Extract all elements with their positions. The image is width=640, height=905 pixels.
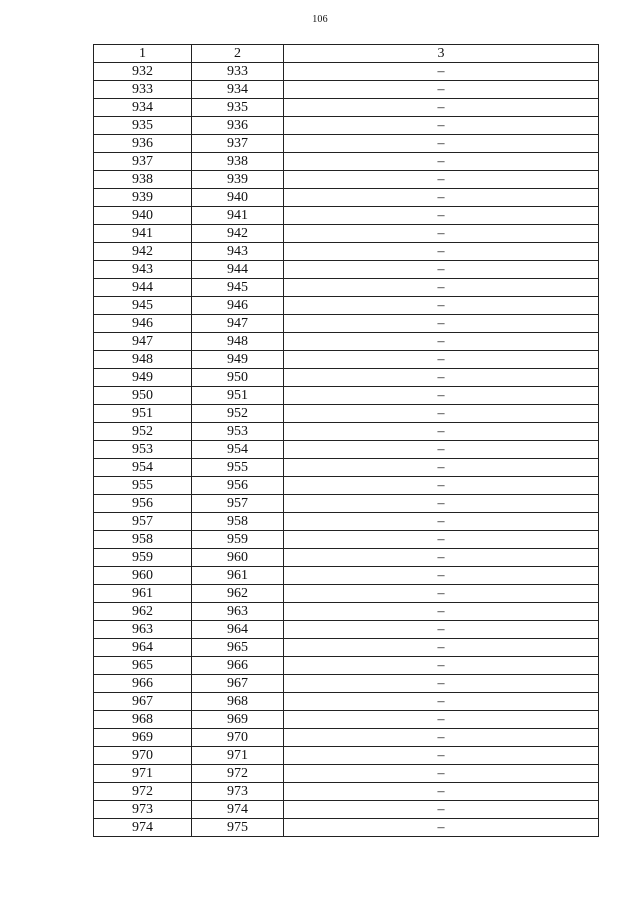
table-cell-col2: 937 bbox=[192, 135, 284, 153]
table-cell-col3: – bbox=[284, 693, 599, 711]
table-row bbox=[94, 207, 599, 225]
table-cell-col1: 955 bbox=[94, 477, 192, 495]
table-row bbox=[94, 585, 599, 603]
table-cell-col1: 941 bbox=[94, 225, 192, 243]
table-cell-col3: – bbox=[284, 567, 599, 585]
table-cell-col3: – bbox=[284, 675, 599, 693]
table-row bbox=[94, 117, 599, 135]
table-cell-col2: 952 bbox=[192, 405, 284, 423]
table-row bbox=[94, 279, 599, 297]
table-cell-col2: 944 bbox=[192, 261, 284, 279]
table-body bbox=[94, 63, 599, 837]
table-row bbox=[94, 747, 599, 765]
table-cell-col1: 938 bbox=[94, 171, 192, 189]
table-row bbox=[94, 657, 599, 675]
data-table bbox=[93, 44, 599, 837]
table-cell-col1: 974 bbox=[94, 819, 192, 837]
table-row bbox=[94, 99, 599, 117]
table-cell-col1: 939 bbox=[94, 189, 192, 207]
table-cell-col3: – bbox=[284, 369, 599, 387]
table-cell-col2: 955 bbox=[192, 459, 284, 477]
table-cell-col1: 933 bbox=[94, 81, 192, 99]
table-cell-col1: 932 bbox=[94, 63, 192, 81]
table-cell-col1: 959 bbox=[94, 549, 192, 567]
table-cell-col2: 948 bbox=[192, 333, 284, 351]
table-cell-col3: – bbox=[284, 657, 599, 675]
table-cell-col3: – bbox=[284, 801, 599, 819]
table-cell-col2: 933 bbox=[192, 63, 284, 81]
table-row bbox=[94, 387, 599, 405]
table-cell-col3: – bbox=[284, 549, 599, 567]
table-cell-col3: – bbox=[284, 225, 599, 243]
table-cell-col1: 964 bbox=[94, 639, 192, 657]
table-cell-col3: – bbox=[284, 135, 599, 153]
table-cell-col3: – bbox=[284, 279, 599, 297]
table-cell-col1: 962 bbox=[94, 603, 192, 621]
table-cell-col1: 957 bbox=[94, 513, 192, 531]
table-row bbox=[94, 261, 599, 279]
table-cell-col3: – bbox=[284, 189, 599, 207]
table-cell-col2: 942 bbox=[192, 225, 284, 243]
table-row bbox=[94, 783, 599, 801]
table-cell-col3: – bbox=[284, 747, 599, 765]
table-cell-col3: – bbox=[284, 819, 599, 837]
table-cell-col2: 935 bbox=[192, 99, 284, 117]
table-row bbox=[94, 63, 599, 81]
table-cell-col3: – bbox=[284, 207, 599, 225]
table-cell-col3: – bbox=[284, 531, 599, 549]
table-row bbox=[94, 135, 599, 153]
table-cell-col2: 960 bbox=[192, 549, 284, 567]
table-cell-col2: 971 bbox=[192, 747, 284, 765]
table-cell-col2: 962 bbox=[192, 585, 284, 603]
table-cell-col2: 950 bbox=[192, 369, 284, 387]
table-cell-col3: – bbox=[284, 441, 599, 459]
table-cell-col2: 941 bbox=[192, 207, 284, 225]
table-row bbox=[94, 351, 599, 369]
table-cell-col2: 936 bbox=[192, 117, 284, 135]
table-cell-col1: 945 bbox=[94, 297, 192, 315]
table-cell-col2: 966 bbox=[192, 657, 284, 675]
table-cell-col1: 951 bbox=[94, 405, 192, 423]
table-cell-col1: 953 bbox=[94, 441, 192, 459]
table-row bbox=[94, 441, 599, 459]
table-cell-col1: 966 bbox=[94, 675, 192, 693]
table-cell-col2: 954 bbox=[192, 441, 284, 459]
table-row bbox=[94, 801, 599, 819]
table-cell-col1: 936 bbox=[94, 135, 192, 153]
table-row bbox=[94, 369, 599, 387]
table-row bbox=[94, 675, 599, 693]
table-cell-col3: – bbox=[284, 261, 599, 279]
table-cell-col3: – bbox=[284, 729, 599, 747]
table-row bbox=[94, 297, 599, 315]
table-cell-col2: 957 bbox=[192, 495, 284, 513]
table-cell-col1: 954 bbox=[94, 459, 192, 477]
table-row bbox=[94, 81, 599, 99]
table-row bbox=[94, 171, 599, 189]
table-cell-col2: 961 bbox=[192, 567, 284, 585]
table-cell-col1: 972 bbox=[94, 783, 192, 801]
table-row bbox=[94, 423, 599, 441]
table-cell-col2: 969 bbox=[192, 711, 284, 729]
table-row bbox=[94, 333, 599, 351]
table-cell-col2: 953 bbox=[192, 423, 284, 441]
table-cell-col1: 963 bbox=[94, 621, 192, 639]
table-cell-col3: – bbox=[284, 99, 599, 117]
table-cell-col1: 956 bbox=[94, 495, 192, 513]
table-cell-col1: 947 bbox=[94, 333, 192, 351]
table-row bbox=[94, 405, 599, 423]
table-cell-col1: 948 bbox=[94, 351, 192, 369]
table-cell-col3: – bbox=[284, 315, 599, 333]
table-cell-col3: – bbox=[284, 477, 599, 495]
table-cell-col1: 970 bbox=[94, 747, 192, 765]
table-row bbox=[94, 549, 599, 567]
table-cell-col3: – bbox=[284, 495, 599, 513]
table-cell-col1: 965 bbox=[94, 657, 192, 675]
table-cell-col2: 939 bbox=[192, 171, 284, 189]
table-cell-col1: 935 bbox=[94, 117, 192, 135]
table-cell-col2: 956 bbox=[192, 477, 284, 495]
table-cell-col3: – bbox=[284, 783, 599, 801]
table-row bbox=[94, 513, 599, 531]
table-cell-col3: – bbox=[284, 81, 599, 99]
table-cell-col3: – bbox=[284, 153, 599, 171]
table-cell-col1: 950 bbox=[94, 387, 192, 405]
table-row bbox=[94, 531, 599, 549]
table-row bbox=[94, 567, 599, 585]
table-cell-col3: – bbox=[284, 603, 599, 621]
table-header bbox=[94, 45, 599, 63]
table-cell-col2: 940 bbox=[192, 189, 284, 207]
table-row bbox=[94, 765, 599, 783]
table-cell-col1: 942 bbox=[94, 243, 192, 261]
table-row bbox=[94, 495, 599, 513]
table-row bbox=[94, 729, 599, 747]
table-cell-col3: – bbox=[284, 333, 599, 351]
table-row bbox=[94, 243, 599, 261]
table-cell-col1: 973 bbox=[94, 801, 192, 819]
table-row bbox=[94, 153, 599, 171]
table-cell-col3: – bbox=[284, 351, 599, 369]
table-cell-col1: 968 bbox=[94, 711, 192, 729]
table-cell-col3: – bbox=[284, 117, 599, 135]
table-cell-col2: 959 bbox=[192, 531, 284, 549]
table-cell-col3: – bbox=[284, 387, 599, 405]
table-cell-col2: 963 bbox=[192, 603, 284, 621]
table-cell-col1: 949 bbox=[94, 369, 192, 387]
table-cell-col2: 945 bbox=[192, 279, 284, 297]
table-row bbox=[94, 819, 599, 837]
table-row bbox=[94, 189, 599, 207]
table-cell-col2: 967 bbox=[192, 675, 284, 693]
table-cell-col3: – bbox=[284, 513, 599, 531]
table-cell-col2: 964 bbox=[192, 621, 284, 639]
table-cell-col3: – bbox=[284, 459, 599, 477]
table-cell-col3: – bbox=[284, 405, 599, 423]
table-cell-col2: 938 bbox=[192, 153, 284, 171]
table-cell-col2: 965 bbox=[192, 639, 284, 657]
table-cell-col1: 971 bbox=[94, 765, 192, 783]
table-row bbox=[94, 477, 599, 495]
table-cell-col2: 943 bbox=[192, 243, 284, 261]
table-cell-col3: – bbox=[284, 171, 599, 189]
table-cell-col2: 949 bbox=[192, 351, 284, 369]
table-cell-col1: 937 bbox=[94, 153, 192, 171]
table-cell-col2: 970 bbox=[192, 729, 284, 747]
table-row bbox=[94, 621, 599, 639]
table-cell-col3: – bbox=[284, 621, 599, 639]
table-cell-col1: 934 bbox=[94, 99, 192, 117]
table-cell-col1: 960 bbox=[94, 567, 192, 585]
column-header-2: 2 bbox=[192, 45, 284, 63]
table-row bbox=[94, 693, 599, 711]
table-row bbox=[94, 225, 599, 243]
table-cell-col2: 973 bbox=[192, 783, 284, 801]
column-header-3: 3 bbox=[284, 45, 599, 63]
table-cell-col1: 958 bbox=[94, 531, 192, 549]
table-cell-col3: – bbox=[284, 423, 599, 441]
column-header-1: 1 bbox=[94, 45, 192, 63]
table-cell-col3: – bbox=[284, 585, 599, 603]
table-cell-col3: – bbox=[284, 243, 599, 261]
page-number: 106 bbox=[312, 14, 328, 25]
table-cell-col1: 967 bbox=[94, 693, 192, 711]
table-cell-col1: 940 bbox=[94, 207, 192, 225]
table-cell-col2: 975 bbox=[192, 819, 284, 837]
table-row bbox=[94, 315, 599, 333]
table-cell-col2: 934 bbox=[192, 81, 284, 99]
table-cell-col2: 946 bbox=[192, 297, 284, 315]
table-cell-col1: 969 bbox=[94, 729, 192, 747]
table-cell-col2: 972 bbox=[192, 765, 284, 783]
table-cell-col3: – bbox=[284, 63, 599, 81]
table-cell-col2: 951 bbox=[192, 387, 284, 405]
table-cell-col3: – bbox=[284, 639, 599, 657]
table-row bbox=[94, 639, 599, 657]
table-header-row bbox=[94, 45, 599, 63]
table-cell-col1: 952 bbox=[94, 423, 192, 441]
table-cell-col1: 946 bbox=[94, 315, 192, 333]
table-row bbox=[94, 459, 599, 477]
table-cell-col1: 961 bbox=[94, 585, 192, 603]
table-cell-col1: 943 bbox=[94, 261, 192, 279]
table-cell-col3: – bbox=[284, 297, 599, 315]
table-cell-col2: 958 bbox=[192, 513, 284, 531]
table-cell-col3: – bbox=[284, 711, 599, 729]
table-cell-col2: 974 bbox=[192, 801, 284, 819]
table-cell-col3: – bbox=[284, 765, 599, 783]
table-row bbox=[94, 711, 599, 729]
table-row bbox=[94, 603, 599, 621]
table-cell-col2: 968 bbox=[192, 693, 284, 711]
table-cell-col1: 944 bbox=[94, 279, 192, 297]
table-cell-col2: 947 bbox=[192, 315, 284, 333]
